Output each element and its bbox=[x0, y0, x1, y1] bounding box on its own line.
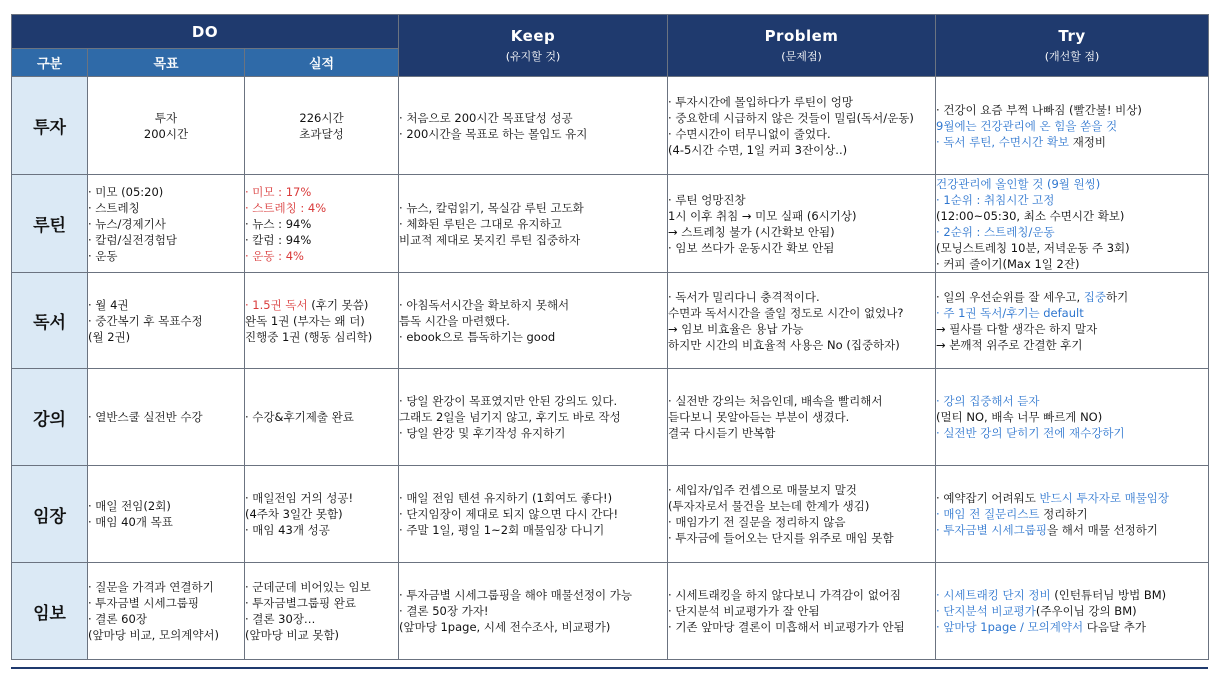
result-line bbox=[245, 522, 398, 538]
category-header: 구분 bbox=[12, 49, 88, 77]
try-line bbox=[936, 321, 1208, 337]
goal-line-text: 200시간 bbox=[143, 126, 189, 141]
keep-line bbox=[399, 506, 667, 522]
goal-cell bbox=[88, 175, 245, 273]
try-line bbox=[936, 619, 1208, 635]
try-header-title: Try bbox=[1058, 27, 1086, 45]
problem-line-text: · 매임가기 전 질문을 정리하지 않음 bbox=[668, 515, 846, 529]
goal-cell bbox=[88, 563, 245, 660]
result-line-text: 진행중 1권 (행동 심리학) bbox=[245, 329, 373, 344]
goal-line-text: · 스트레칭 bbox=[88, 200, 140, 215]
result-cell bbox=[245, 77, 399, 175]
result-line bbox=[245, 409, 398, 425]
keep-line-text: · 당일 완강이 목표였지만 안된 강의도 있다. bbox=[399, 394, 618, 408]
result-line bbox=[245, 490, 398, 506]
problem-line-text: · 중요한데 시급하지 않은 것들이 밀림(독서/운동) bbox=[668, 110, 914, 125]
goal-line bbox=[88, 184, 244, 200]
problem-line bbox=[668, 289, 935, 305]
problem-line-text: (투자자로서 물건을 보는데 한계가 생김) bbox=[668, 499, 870, 513]
problem-line bbox=[668, 126, 935, 142]
result-line-text: · 매임 43개 성공 bbox=[245, 523, 330, 537]
result-line bbox=[245, 313, 398, 329]
problem-line bbox=[668, 482, 935, 498]
keep-line bbox=[399, 329, 667, 345]
try-line bbox=[936, 102, 1208, 118]
try-line bbox=[936, 118, 1208, 134]
problem-line-text: · 임보 쓰다가 운동시간 확보 안됨 bbox=[668, 240, 835, 255]
keep-line bbox=[399, 587, 667, 603]
result-line-text: 초과달성 bbox=[299, 126, 344, 141]
goal-header: 목표 bbox=[88, 49, 245, 77]
result-line-text: · 뉴스 : 94% bbox=[245, 216, 312, 231]
keep-line bbox=[399, 110, 667, 126]
problem-line bbox=[668, 514, 935, 530]
keep-line-text: · 아침독서시간을 확보하지 못해서 bbox=[399, 297, 570, 312]
keep-line-text: · 200시간을 목표로 하는 몰입도 유지 bbox=[399, 126, 588, 141]
try-line-suffix: (인턴튜터님 방법 BM) bbox=[1050, 588, 1167, 602]
category-cell: 임보 bbox=[12, 563, 88, 660]
result-cell bbox=[245, 273, 399, 369]
try-line-text: · 시세트래킹 단지 정비 bbox=[936, 588, 1051, 602]
try-line bbox=[936, 603, 1208, 619]
keep-line bbox=[399, 425, 667, 441]
problem-line-text: → 스트레칭 불가 (시간확보 안됨) bbox=[668, 224, 835, 239]
keep-header-sub: (유지할 것) bbox=[505, 50, 561, 63]
keep-cell bbox=[399, 563, 668, 660]
problem-line-text: 듣다보니 못알아듣는 부분이 생겼다. bbox=[668, 410, 850, 424]
problem-line-text: · 세입자/입주 컨셉으로 매물보지 말것 bbox=[668, 483, 857, 497]
goal-line bbox=[88, 110, 244, 126]
try-line-suffix: 을 해서 매물 선정하기 bbox=[1046, 523, 1158, 537]
result-line bbox=[245, 627, 398, 643]
goal-line-text: · 미모 (05:20) bbox=[88, 184, 164, 199]
goal-line bbox=[88, 627, 244, 643]
result-line bbox=[245, 329, 398, 345]
try-line bbox=[936, 490, 1208, 506]
try-line-text: · 예약잡기 어려워도 bbox=[936, 491, 1036, 505]
result-cell bbox=[245, 175, 399, 273]
problem-line bbox=[668, 393, 935, 409]
try-cell bbox=[936, 563, 1209, 660]
problem-line bbox=[668, 240, 935, 256]
goal-line bbox=[88, 232, 244, 248]
keep-cell bbox=[399, 175, 668, 273]
problem-line bbox=[668, 94, 935, 110]
try-cell bbox=[936, 466, 1209, 563]
problem-line bbox=[668, 587, 935, 603]
try-line bbox=[936, 208, 1208, 224]
goal-line-text: · 결론 60장 bbox=[88, 612, 147, 626]
try-line-text: (멀티 NO, 배속 너무 빠르게 NO) bbox=[936, 410, 1103, 424]
try-line-text: · 독서 루틴, 수면시간 확보 bbox=[936, 134, 1070, 149]
goal-line bbox=[88, 329, 244, 345]
problem-cell bbox=[668, 175, 936, 273]
keep-line-text: · 당일 완강 및 후기작성 유지하기 bbox=[399, 426, 566, 440]
try-line-suffix: 다음달 추가 bbox=[1083, 620, 1146, 634]
goal-line-text: · 투자금별 시세그룹핑 bbox=[88, 596, 199, 610]
do-header-title: DO bbox=[191, 22, 219, 41]
result-line-text: · 스트레칭 : 4% bbox=[245, 200, 327, 215]
problem-line-text: · 독서가 밀리다니 충격적이다. bbox=[668, 289, 820, 304]
goal-line bbox=[88, 595, 244, 611]
try-line bbox=[936, 305, 1208, 321]
goal-line-text: · 운동 bbox=[88, 248, 118, 263]
keep-line bbox=[399, 409, 667, 425]
goal-line-text: · 매일 전임(2회) bbox=[88, 499, 171, 513]
problem-line bbox=[668, 321, 935, 337]
result-line-text: · 투자금별그룹핑 완료 bbox=[245, 596, 356, 610]
try-line-text: · 1순위 : 취침시간 고정 bbox=[936, 192, 1055, 207]
category-cell: 독서 bbox=[12, 273, 88, 369]
problem-line bbox=[668, 619, 935, 635]
try-header-sub: (개선할 점) bbox=[1044, 50, 1100, 63]
keep-line bbox=[399, 603, 667, 619]
keep-line-text: · 단지임장이 제대로 되지 않으면 다시 간다! bbox=[399, 507, 619, 521]
keep-line bbox=[399, 200, 667, 216]
keep-line bbox=[399, 216, 667, 232]
goal-line bbox=[88, 297, 244, 313]
keep-line-text: 그래도 2일을 넘기지 않고, 후기도 바로 작성 bbox=[399, 410, 621, 424]
keep-line bbox=[399, 393, 667, 409]
keep-line-text: · 뉴스, 칼럼읽기, 목실감 루틴 고도화 bbox=[399, 200, 584, 215]
result-line-text: · 수강&후기제출 완료 bbox=[245, 410, 354, 424]
kpt-table bbox=[11, 14, 1209, 660]
try-line bbox=[936, 522, 1208, 538]
goal-line bbox=[88, 248, 244, 264]
table-row bbox=[12, 563, 1209, 660]
problem-cell bbox=[668, 563, 936, 660]
problem-line-text: · 투자금에 들어오는 단지를 위주로 매임 못함 bbox=[668, 531, 894, 545]
problem-line-text: 수면과 독서시간을 줄일 정도로 시간이 없었나? bbox=[668, 305, 904, 320]
result-line-text: · 미모 : 17% bbox=[245, 184, 312, 199]
try-line-text: · 커피 줄이기(Max 1일 2잔) bbox=[936, 256, 1080, 271]
goal-line-text: 투자 bbox=[154, 110, 178, 125]
category-cell: 강의 bbox=[12, 369, 88, 466]
goal-line-text: · 월 4권 bbox=[88, 297, 129, 312]
goal-cell bbox=[88, 273, 245, 369]
goal-line bbox=[88, 216, 244, 232]
try-line-text: → 본깨적 위주로 간결한 후기 bbox=[936, 337, 1083, 352]
table-row bbox=[12, 369, 1209, 466]
table-row bbox=[12, 273, 1209, 369]
problem-line bbox=[668, 498, 935, 514]
result-line bbox=[245, 506, 398, 522]
bottom-rule bbox=[11, 667, 1208, 669]
result-line bbox=[245, 611, 398, 627]
goal-line-text: (앞마당 비교, 모의계약서) bbox=[88, 628, 220, 642]
try-line bbox=[936, 506, 1208, 522]
result-line bbox=[245, 126, 398, 142]
try-line bbox=[936, 240, 1208, 256]
result-line-text: · 운동 : 4% bbox=[245, 248, 304, 263]
goal-line-text: · 매임 40개 목표 bbox=[88, 515, 173, 529]
try-line-text: → 필사를 다할 생각은 하지 말자 bbox=[936, 321, 1098, 336]
problem-line bbox=[668, 530, 935, 546]
try-line-text: · 앞마당 1page / 모의계약서 bbox=[936, 620, 1084, 634]
problem-line bbox=[668, 110, 935, 126]
try-line-text: · 강의 집중해서 듣자 bbox=[936, 394, 1040, 408]
problem-header bbox=[668, 15, 936, 77]
problem-line-text: · 투자시간에 몰입하다가 루틴이 엉망 bbox=[668, 94, 853, 109]
try-line-text: · 일의 우선순위를 잘 세우고, bbox=[936, 289, 1081, 304]
problem-line bbox=[668, 208, 935, 224]
result-line bbox=[245, 297, 398, 313]
problem-line-text: 하지만 시간의 비효율적 사용은 No (집중하자) bbox=[668, 337, 900, 352]
goal-line bbox=[88, 200, 244, 216]
try-line-text: · 건강이 요즘 부쩍 나빠짐 (빨간불! 비상) bbox=[936, 102, 1142, 117]
try-line-suffix: (주우이님 강의 BM) bbox=[1035, 604, 1137, 618]
try-line bbox=[936, 256, 1208, 272]
problem-line bbox=[668, 425, 935, 441]
result-line bbox=[245, 579, 398, 595]
try-line-highlight: 집중 bbox=[1080, 289, 1107, 304]
try-line-text: (12:00~05:30, 최소 수면시간 확보) bbox=[936, 208, 1125, 223]
try-line bbox=[936, 289, 1208, 305]
try-line-text: · 매임 전 질문리스트 bbox=[936, 507, 1040, 521]
keep-line bbox=[399, 297, 667, 313]
problem-line bbox=[668, 305, 935, 321]
problem-line-text: → 임보 비효율은 용납 가능 bbox=[668, 321, 804, 336]
problem-header-sub: (문제점) bbox=[781, 50, 822, 63]
try-line bbox=[936, 409, 1208, 425]
keep-line-text: · 투자금별 시세그룹핑을 해야 매물선정이 가능 bbox=[399, 588, 633, 602]
problem-line-text: · 기존 앞마당 결론이 미흡해서 비교평가가 안됨 bbox=[668, 620, 905, 634]
problem-header-title: Problem bbox=[764, 27, 839, 45]
problem-cell bbox=[668, 466, 936, 563]
table-row bbox=[12, 77, 1209, 175]
table-row bbox=[12, 175, 1209, 273]
try-line-text: · 2순위 : 스트레칭/운동 bbox=[936, 224, 1055, 239]
result-line-text: 226시간 bbox=[299, 110, 344, 125]
table-row bbox=[12, 466, 1209, 563]
keep-line-text: (앞마당 1page, 시세 전수조사, 비교평가) bbox=[399, 620, 611, 634]
goal-line bbox=[88, 313, 244, 329]
goal-line bbox=[88, 498, 244, 514]
keep-line-text: 비교적 제대로 못지킨 루틴 집중하자 bbox=[399, 232, 581, 247]
keep-cell bbox=[399, 369, 668, 466]
try-cell bbox=[936, 273, 1209, 369]
keep-line-text: 틈독 시간을 마련했다. bbox=[399, 313, 510, 328]
problem-line bbox=[668, 224, 935, 240]
keep-line bbox=[399, 313, 667, 329]
result-line-text: · 1.5권 독서 bbox=[245, 297, 308, 312]
problem-line bbox=[668, 142, 935, 158]
goal-line-text: (월 2권) bbox=[88, 329, 131, 344]
keep-cell bbox=[399, 273, 668, 369]
goal-line-text: · 뉴스/경제기사 bbox=[88, 216, 166, 231]
try-line-text: (모닝스트레칭 10분, 저녁운동 주 3회) bbox=[936, 240, 1130, 255]
problem-cell bbox=[668, 77, 936, 175]
keep-line-text: · 처음으로 200시간 목표달성 성공 bbox=[399, 110, 573, 125]
category-cell: 임장 bbox=[12, 466, 88, 563]
goal-line bbox=[88, 514, 244, 530]
keep-line bbox=[399, 126, 667, 142]
result-line bbox=[245, 184, 398, 200]
try-line-text: 건강관리에 올인할 것 (9월 원씽) bbox=[936, 176, 1101, 191]
problem-line-text: · 단지분석 비교평가가 잘 안됨 bbox=[668, 604, 820, 618]
problem-cell bbox=[668, 273, 936, 369]
result-line bbox=[245, 232, 398, 248]
problem-line-text: · 시세트래킹을 하지 않다보니 가격감이 없어짐 bbox=[668, 588, 902, 602]
result-line-text: (4주차 3일간 못함) bbox=[245, 507, 343, 521]
try-line-text: 9월에는 건강관리에 온 힘을 쏟을 것 bbox=[936, 118, 1118, 133]
goal-line-text: · 칼럼/실전경험담 bbox=[88, 232, 177, 247]
problem-line-text: · 실전반 강의는 처음인데, 배속을 빨리해서 bbox=[668, 394, 883, 408]
problem-line-text: 결국 다시듣기 반복함 bbox=[668, 426, 776, 440]
keep-line-text: · 체화된 루틴은 그대로 유지하고 bbox=[399, 216, 562, 231]
try-line bbox=[936, 393, 1208, 409]
try-line bbox=[936, 425, 1208, 441]
result-cell bbox=[245, 369, 399, 466]
goal-cell bbox=[88, 466, 245, 563]
try-line-suffix: 정리하기 bbox=[1039, 507, 1088, 521]
result-line bbox=[245, 110, 398, 126]
goal-line-text: · 중간복기 후 목표수정 bbox=[88, 313, 203, 328]
result-line-text: · 군데군데 비어있는 임보 bbox=[245, 580, 371, 594]
try-line bbox=[936, 176, 1208, 192]
goal-line bbox=[88, 409, 244, 425]
goal-line-text: · 열반스쿨 실전반 수강 bbox=[88, 410, 203, 424]
keep-line bbox=[399, 232, 667, 248]
goal-line-text: · 질문을 가격과 연결하기 bbox=[88, 580, 214, 594]
result-line bbox=[245, 248, 398, 264]
goal-cell bbox=[88, 77, 245, 175]
try-line bbox=[936, 587, 1208, 603]
do-header bbox=[12, 15, 399, 49]
try-line-text: · 주 1권 독서/후기는 default bbox=[936, 305, 1084, 320]
keep-line bbox=[399, 522, 667, 538]
problem-line bbox=[668, 603, 935, 619]
try-line-text: · 투자금별 시세그룹핑 bbox=[936, 523, 1047, 537]
try-line-suffix: 하기 bbox=[1106, 289, 1129, 304]
goal-line bbox=[88, 579, 244, 595]
problem-line-text: (4-5시간 수면, 1일 커피 3잔이상..) bbox=[668, 142, 848, 157]
result-line bbox=[245, 200, 398, 216]
goal-cell bbox=[88, 369, 245, 466]
keep-line-text: · 주말 1일, 평일 1~2회 매물임장 다니기 bbox=[399, 523, 605, 537]
keep-cell bbox=[399, 466, 668, 563]
keep-line-text: · ebook으로 틈독하기는 good bbox=[399, 329, 556, 344]
result-cell bbox=[245, 563, 399, 660]
result-line bbox=[245, 595, 398, 611]
try-header bbox=[936, 15, 1209, 77]
result-line-text: (앞마당 비교 못함) bbox=[245, 628, 340, 642]
keep-header-title: Keep bbox=[510, 27, 556, 45]
try-line-highlight: 반드시 투자자로 매물임장 bbox=[1035, 491, 1170, 505]
try-cell bbox=[936, 77, 1209, 175]
problem-line bbox=[668, 409, 935, 425]
keep-header bbox=[399, 15, 668, 77]
result-line-text: · 결론 30장… bbox=[245, 612, 316, 626]
keep-line bbox=[399, 619, 667, 635]
keep-line-text: · 매일 전임 텐션 유지하기 (1회여도 좋다!) bbox=[399, 491, 613, 505]
problem-line-text: · 루틴 엉망진창 bbox=[668, 192, 746, 207]
try-line bbox=[936, 337, 1208, 353]
problem-line-text: · 수면시간이 터무니없이 줄었다. bbox=[668, 126, 831, 141]
result-line-text: 완독 1권 (부자는 왜 더) bbox=[245, 313, 365, 328]
try-line bbox=[936, 134, 1208, 150]
problem-line bbox=[668, 192, 935, 208]
keep-cell bbox=[399, 77, 668, 175]
goal-line bbox=[88, 126, 244, 142]
problem-cell bbox=[668, 369, 936, 466]
result-line-text: · 매일전임 거의 성공! bbox=[245, 491, 354, 505]
result-line bbox=[245, 216, 398, 232]
try-line bbox=[936, 224, 1208, 240]
try-line bbox=[936, 192, 1208, 208]
category-cell: 투자 bbox=[12, 77, 88, 175]
keep-line bbox=[399, 490, 667, 506]
try-line-text: · 단지분석 비교평가 bbox=[936, 604, 1036, 618]
kpt-body bbox=[12, 77, 1209, 660]
category-cell: 루틴 bbox=[12, 175, 88, 273]
keep-line-text: · 결론 50장 가자! bbox=[399, 604, 489, 618]
problem-line-text: 1시 이후 취침 → 미모 실패 (6시기상) bbox=[668, 208, 857, 223]
try-line-text: · 실전반 강의 닫히기 전에 재수강하기 bbox=[936, 426, 1125, 440]
try-cell bbox=[936, 369, 1209, 466]
result-line-text: · 칼럼 : 94% bbox=[245, 232, 312, 247]
goal-line bbox=[88, 611, 244, 627]
try-line-suffix: 재정비 bbox=[1069, 134, 1107, 149]
result-cell bbox=[245, 466, 399, 563]
try-cell bbox=[936, 175, 1209, 273]
result-header: 실적 bbox=[245, 49, 399, 77]
problem-line bbox=[668, 337, 935, 353]
result-line-suffix: (후기 못씀) bbox=[307, 297, 369, 312]
